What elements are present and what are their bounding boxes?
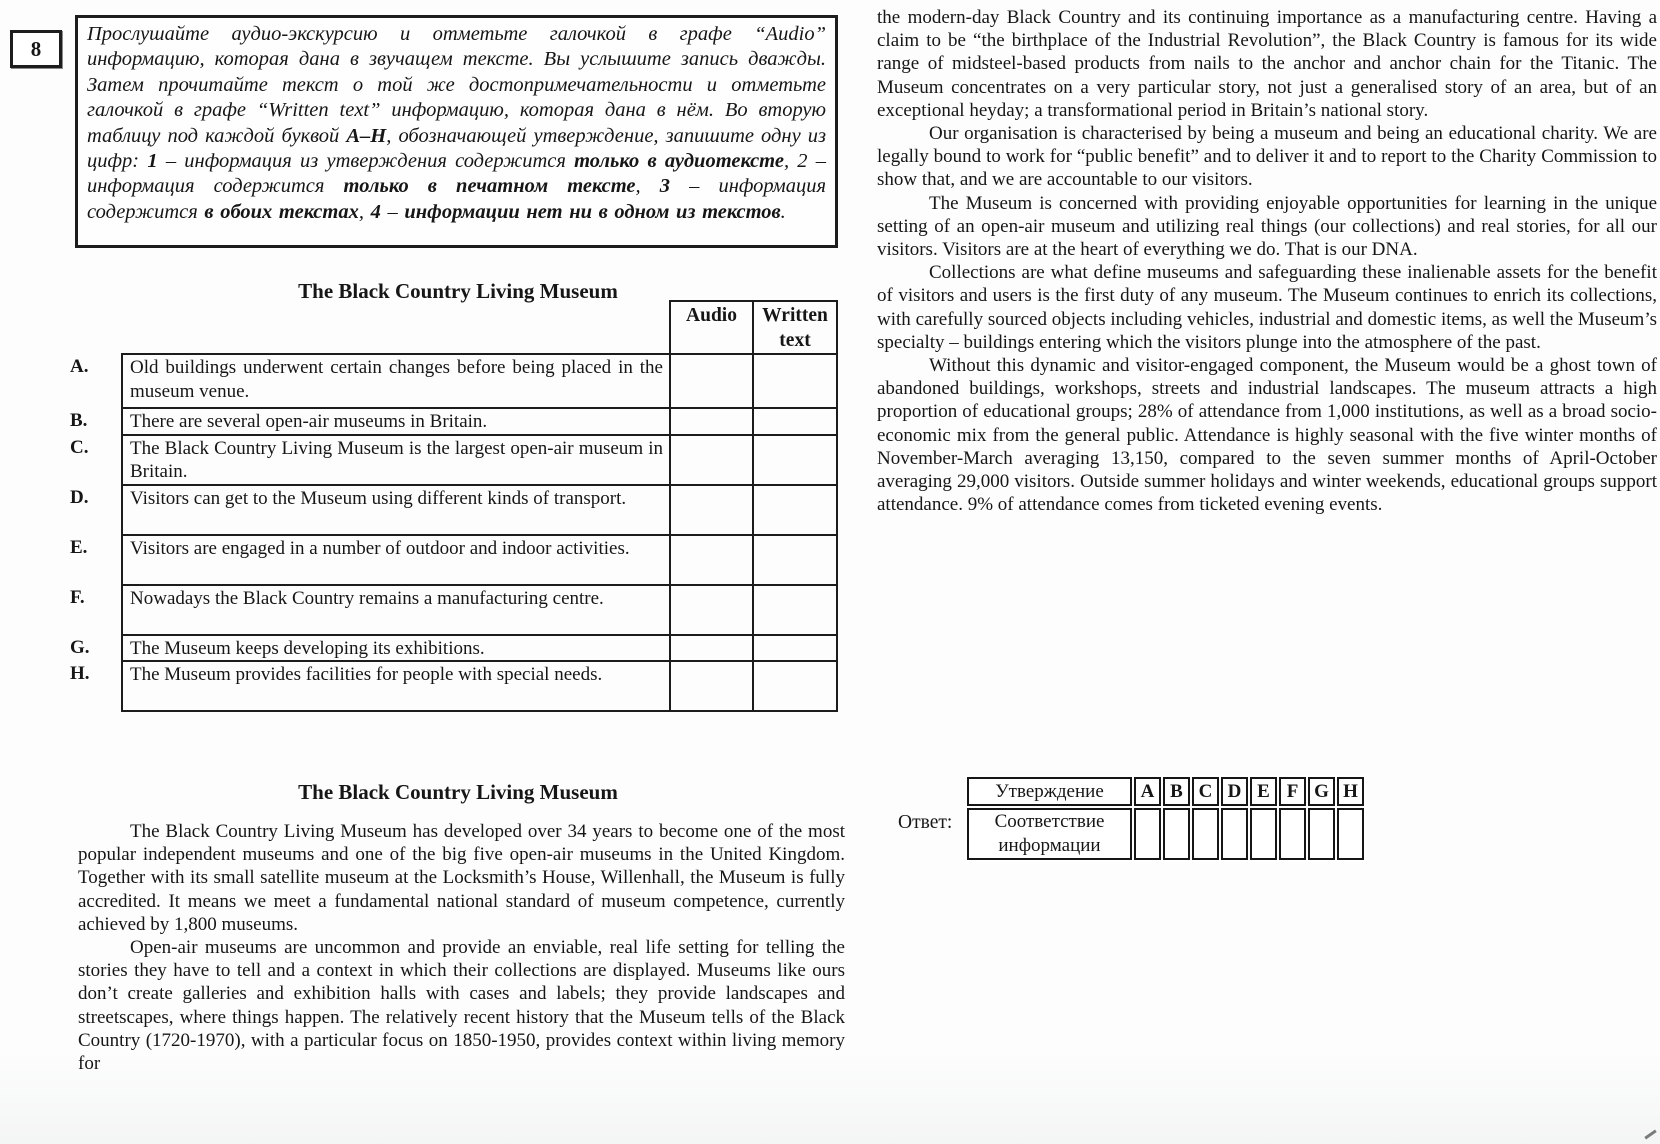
audio-check-cell[interactable]: [670, 661, 753, 711]
statement-letter: D.: [70, 486, 89, 508]
instruction-segment: .: [780, 200, 786, 223]
statement-text: There are several open-air museums in Britain.: [122, 408, 670, 435]
reading-paragraph: the modern-day Black Country and its continuing importance as a manufacturing centre. Having a claim to be “the birthplace of the Industrial Revolution”, the Black Country is famous for its wide range of midsteel-based products from nails to the anchor and anchor chain for the Titanic. The Museum concentrates on a very particular story, not just a generalised story of an area, but of an exceptional heyday; a transformational period in Britain’s national story.: [877, 7, 1657, 121]
written-check-cell[interactable]: [753, 435, 837, 485]
instruction-bold-segment: А–Н: [346, 124, 387, 147]
instruction-bold-segment: 4: [370, 200, 381, 223]
instruction-segment: ,: [358, 200, 371, 223]
statement-letter: E.: [70, 536, 88, 558]
answer-letter-F: F: [1279, 777, 1306, 806]
audio-check-cell[interactable]: [670, 408, 753, 435]
statement-text: Visitors are engaged in a number of outdoor and indoor activities.: [122, 535, 670, 585]
answer-letter-D: D: [1221, 777, 1248, 806]
instruction-segment: Прослушайте аудио-экскурсию и отметьте галочкой в графе “Audio” информацию, которая дана в звучащем тексте. Вы услышите запись дважды. Затем прочитайте текст о той же достопримечательности и отметьте галочкой в графе “Written text” информацию, которая дана в нём. Во вторую таблицу под каждой буквой: [87, 23, 826, 147]
answer-value-cell-D[interactable]: [1221, 808, 1248, 860]
statement-text: Old buildings underwent certain changes before being placed in the museum venue.: [122, 354, 670, 408]
answer-value-cell-C[interactable]: [1192, 808, 1219, 860]
audio-check-cell[interactable]: [670, 485, 753, 535]
answer-value-cell-B[interactable]: [1163, 808, 1190, 860]
reading-paragraph: Our organisation is characterised by being a museum and being an educational charity. We are legally bound to work for “public benefit” and to deliver it and to report to the Charity Commission to show that, and we are accountable to our visitors.: [877, 123, 1657, 191]
statement-text: Nowadays the Black Country remains a manufacturing centre.: [122, 585, 670, 635]
reading-paragraph: The Black Country Living Museum has developed over 34 years to become one of the most popular independent museums and one of the big five open-air museums in the United Kingdom. Together with its small satellite museum at the Locksmith’s House, Willenhall, the Museum is fully accredited. It means we meet a fundamental national standard of museum competence, currently achieved by 1,800 museums.: [78, 821, 845, 935]
written-column-header: Written text: [753, 301, 837, 354]
answer-row-label: Соответствие информации: [967, 808, 1132, 860]
answer-label: Ответ:: [898, 812, 953, 833]
instruction-segment: – информация из утверждения содержится: [157, 150, 575, 173]
reading-paragraph: Without this dynamic and visitor-engaged component, the Museum would be a ghost town of abandoned buildings, workshops, streets and industrial landscapes. The museum attracts a high proportion of educational groups; 28% of attendance from 1,000 institutions, as well as a broad socio-economic mix from the general public. Attendance is highly seasonal with the five winter months of November-March averaging 13,150, compared to the seven summer months of April-October averaging 29,000 visitors. Outside summer holidays and winter weekends, educational groups support attendance. 9% of attendance comes from ticketed evening events.: [877, 355, 1657, 516]
statement-letter: C.: [70, 436, 89, 458]
instruction-bold-segment: информации нет ни в одном из текстов: [404, 200, 781, 223]
answer-header-statement: Утверждение: [967, 777, 1132, 806]
answer-letter-B: B: [1163, 777, 1190, 806]
header-spacer: [64, 301, 122, 354]
instruction-bold-segment: в обоих текстах: [204, 200, 359, 223]
reading-right-column: [877, 6, 1657, 516]
audio-check-cell[interactable]: [670, 435, 753, 485]
statements-table-title: The Black Country Living Museum: [298, 279, 618, 303]
instruction-bold-segment: 3: [659, 175, 670, 198]
instruction-segment: , обозначающей утверждение, запишите одну из цифр:: [87, 124, 826, 173]
instruction-segment: – информация содержится: [87, 175, 827, 223]
audio-check-cell[interactable]: [670, 585, 753, 635]
reading-paragraph: Collections are what define museums and safeguarding these inalienable assets for the benefit of visitors and users is the first duty of any museum. The Museum continues to enrich its collections, with carefully sourced objects including vehicles, industrial and domestic items, as well the Museum’s specialty – buildings entering which the visitors plunge into the atmosphere of the past.: [877, 262, 1657, 353]
statements-header-row: [64, 301, 837, 354]
answer-value-cell-A[interactable]: [1134, 808, 1161, 860]
statement-letter: G.: [70, 636, 90, 658]
reading-title: The Black Country Living Museum: [298, 780, 618, 804]
answer-value-cell-E[interactable]: [1250, 808, 1277, 860]
statement-letter: B.: [70, 410, 88, 431]
instruction-segment: –: [380, 200, 405, 223]
answer-value-cell-H[interactable]: [1337, 808, 1364, 860]
statement-row: [64, 408, 837, 435]
answer-letter-A: A: [1134, 777, 1161, 806]
written-check-cell[interactable]: [753, 535, 837, 585]
audio-check-cell[interactable]: [670, 354, 753, 408]
statement-row: [64, 535, 837, 585]
question-number: 8: [30, 36, 42, 61]
instruction-bold-segment: 1: [147, 150, 158, 173]
written-check-cell[interactable]: [753, 408, 837, 435]
instruction-bold-segment: только в аудиотексте: [574, 150, 784, 173]
reading-paragraph: The Museum is concerned with providing enjoyable opportunities for learning in the unique setting of an open-air museum and utilizing real things (our collections) and real stories, for all our visitors. Visitors are at the heart of everything we do. That is our DNA.: [877, 192, 1657, 261]
statement-letter: A.: [70, 356, 89, 377]
statement-letter: H.: [70, 663, 90, 684]
page-corner-mark: [1644, 1130, 1656, 1140]
answer-values-row: [967, 808, 1364, 860]
statement-row: [64, 485, 837, 535]
header-spacer: [122, 301, 670, 354]
answer-letter-E: E: [1250, 777, 1277, 806]
written-check-cell[interactable]: [753, 485, 837, 535]
reading-left-column: [78, 820, 845, 1075]
audio-check-cell[interactable]: [670, 635, 753, 662]
written-check-cell[interactable]: [753, 661, 837, 711]
answer-header-row: [967, 777, 1364, 806]
statement-text: The Museum provides facilities for people with special needs.: [122, 661, 670, 711]
written-check-cell[interactable]: [753, 354, 837, 408]
answer-letter-C: C: [1192, 777, 1219, 806]
statements-table: [64, 300, 838, 712]
answer-table: [965, 775, 1366, 862]
answer-value-cell-G[interactable]: [1308, 808, 1335, 860]
written-check-cell[interactable]: [753, 585, 837, 635]
answer-letter-G: G: [1308, 777, 1335, 806]
statement-text: Visitors can get to the Museum using different kinds of transport.: [122, 485, 670, 535]
audio-column-header: Audio: [670, 301, 753, 354]
reading-paragraph: Open-air museums are uncommon and provide an enviable, real life setting for telling the stories they have to tell and a context in which their collections are displayed. Museums like ours don’t create galleries and exhibition halls with cases and labels; they provide landscapes and streetscapes, where things happen. The relatively recent history that the Museum tells of the Black Country (1720-1970), with a particular focus on 1850-1950, provides context within living memory for: [78, 937, 845, 1075]
answer-value-cell-F[interactable]: [1279, 808, 1306, 860]
statement-text: The Black Country Living Museum is the largest open-air museum in Britain.: [122, 435, 670, 485]
statement-letter: F.: [70, 586, 85, 608]
statement-row: [64, 661, 837, 711]
answer-letter-H: H: [1337, 777, 1364, 806]
question-number-box: [10, 30, 62, 68]
instruction-segment: , 2 – информация содержится: [87, 150, 827, 198]
written-check-cell[interactable]: [753, 635, 837, 662]
instruction-bold-segment: только в печатном тексте: [343, 175, 636, 198]
statement-row: [64, 635, 837, 662]
statement-row: [64, 435, 837, 485]
instruction-text: [87, 23, 826, 223]
statement-row: [64, 585, 837, 635]
statement-text: The Museum keeps developing its exhibitions.: [122, 635, 670, 662]
instruction-segment: ,: [635, 175, 660, 198]
audio-check-cell[interactable]: [670, 535, 753, 585]
statement-row: [64, 354, 837, 408]
instruction-box: [75, 15, 838, 248]
